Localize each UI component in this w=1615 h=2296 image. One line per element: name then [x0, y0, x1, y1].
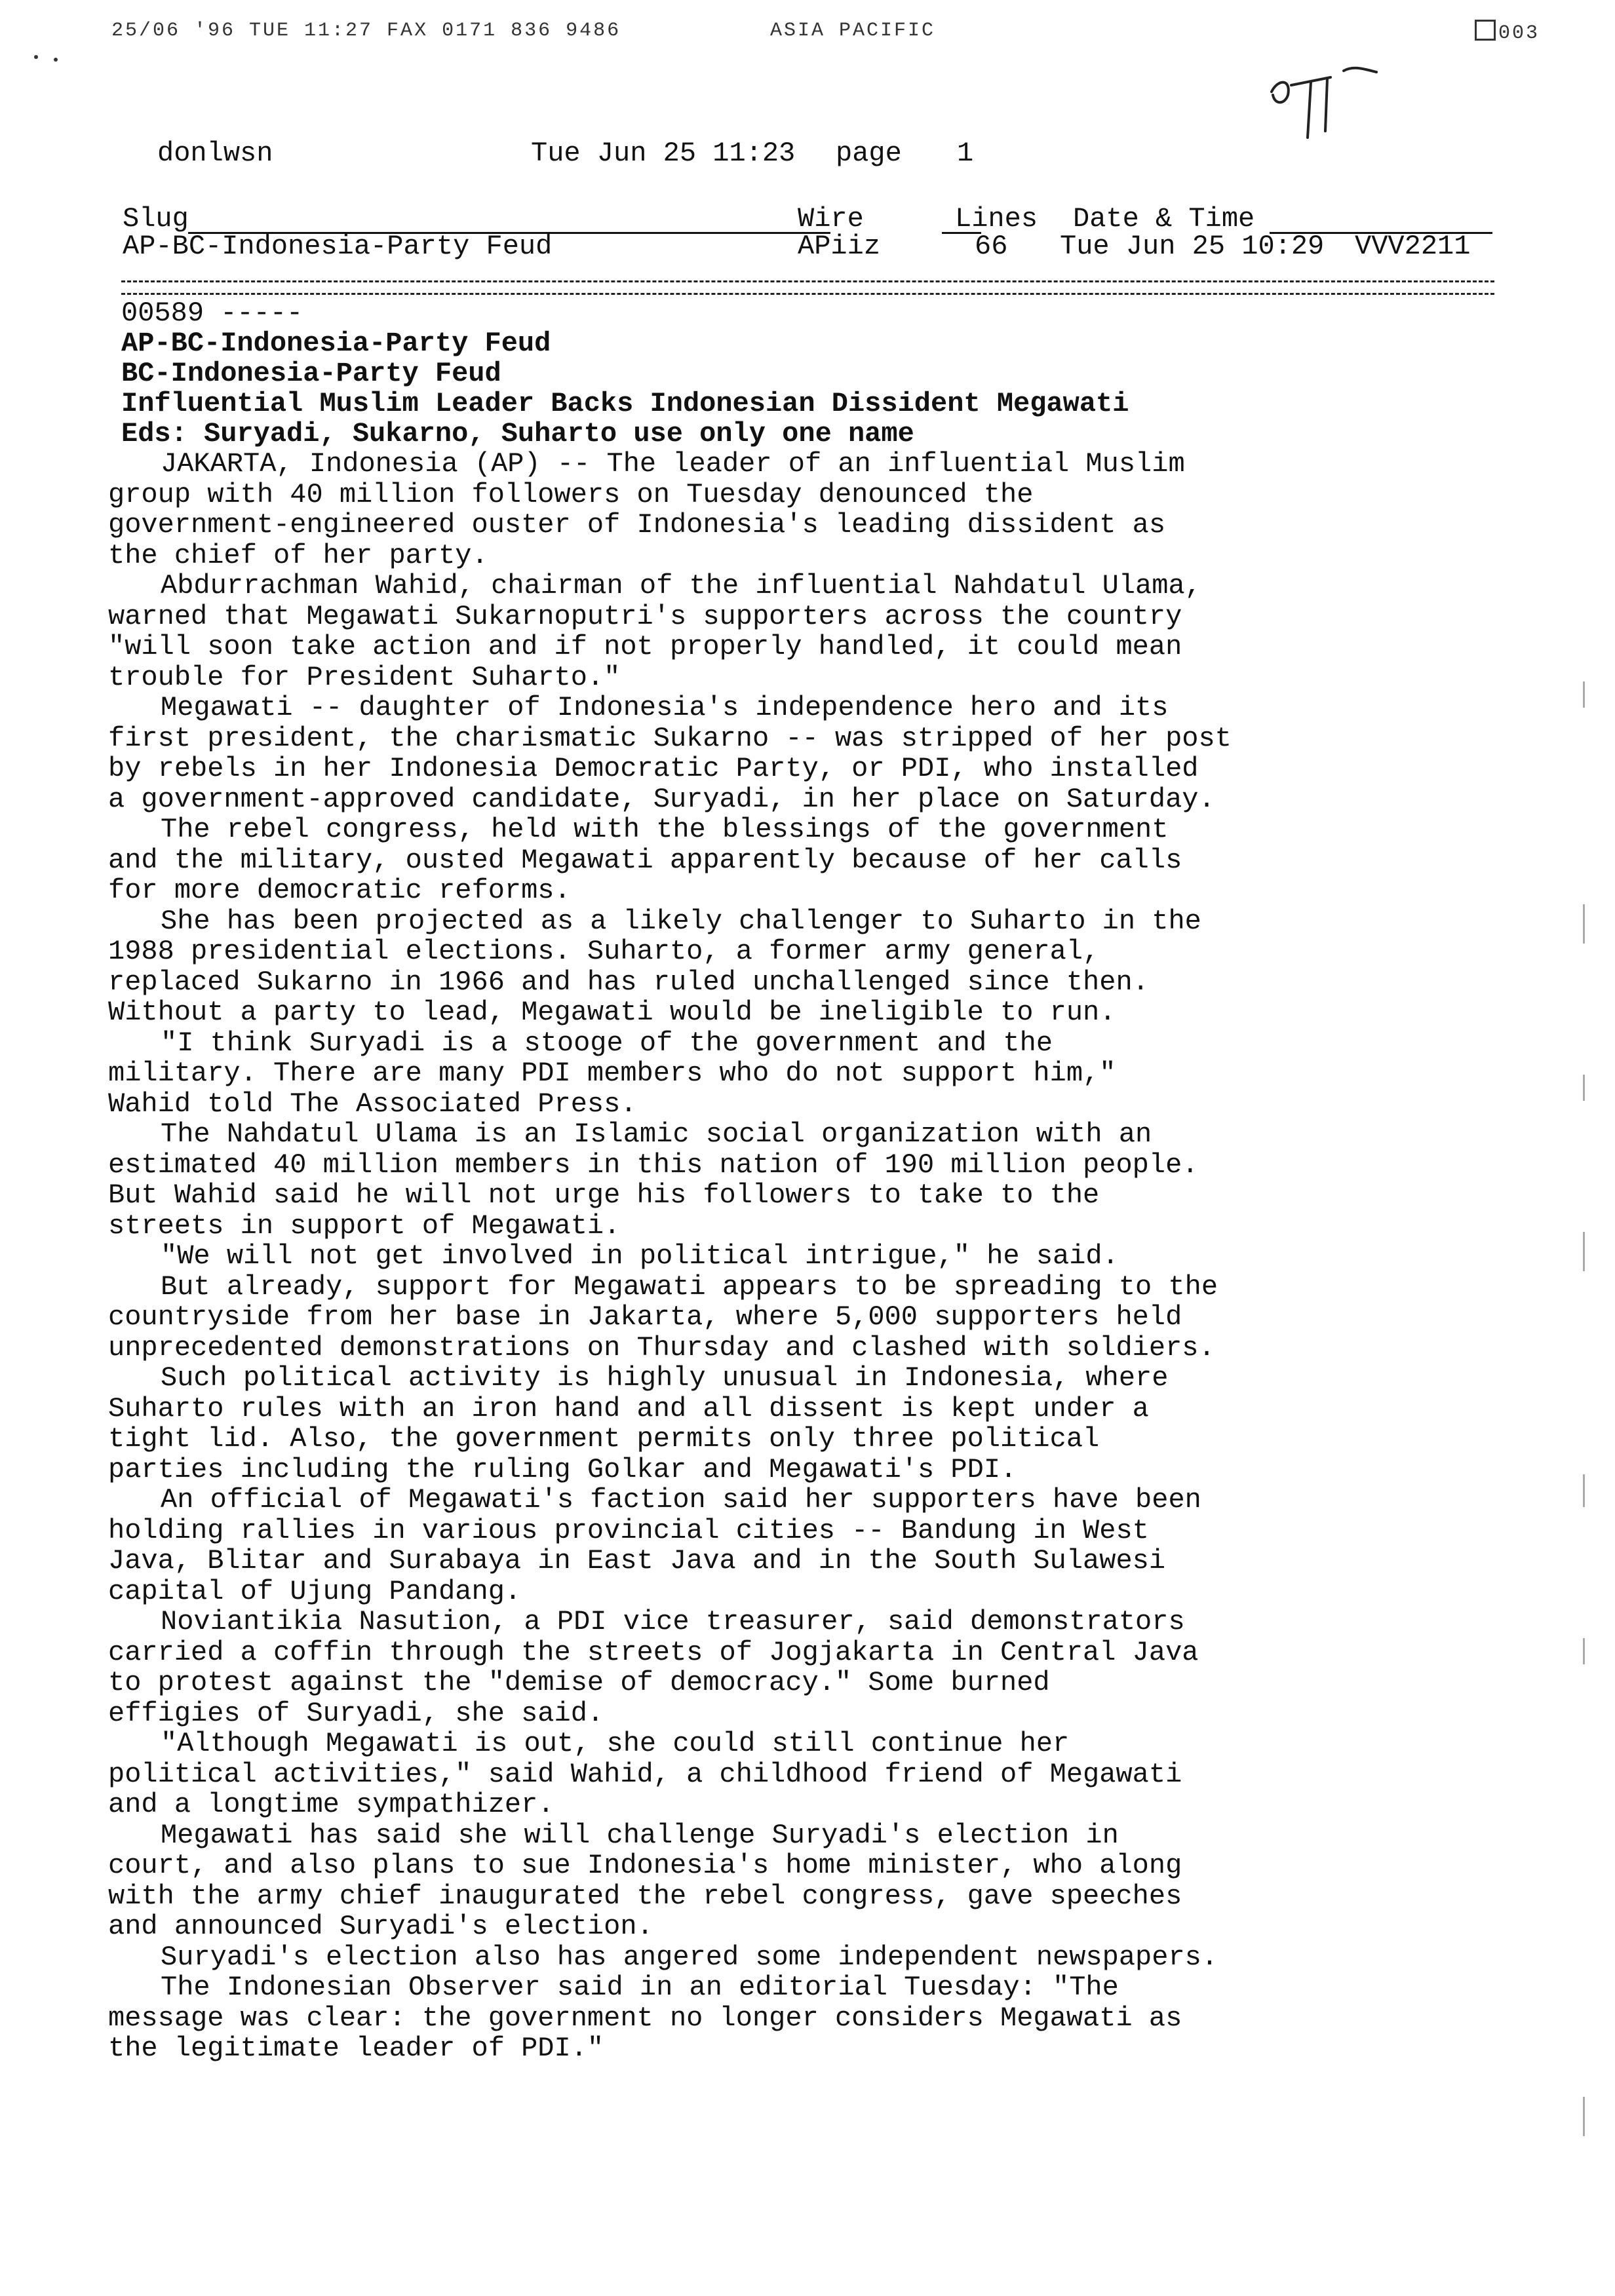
- headline: Influential Muslim Leader Backs Indonesian Dissident Megawati: [121, 388, 1129, 419]
- scan-mark: [1583, 1638, 1585, 1664]
- scan-mark: [1583, 1232, 1585, 1271]
- wire-value: APiiz: [798, 231, 881, 262]
- wire-page-number: 1: [957, 138, 974, 169]
- fax-page-box-icon: [1475, 20, 1496, 41]
- story-id: 00589 -----: [121, 297, 303, 329]
- story-code: VVV2211: [1355, 231, 1471, 262]
- article-paragraph: She has been projected as a likely challenger to Suharto in the 1988 presidential elections. Suharto, a former army general, replaced Sukarno in 1966 and has ruled unchallenged since then. Without a party to lead, Megawati would be ineligible to run.: [108, 905, 1201, 1028]
- date-time-value: Tue Jun 25 10:29: [1060, 231, 1325, 262]
- article: [108, 298, 1517, 2064]
- article-paragraph: Abdurrachman Wahid, chairman of the influential Nahdatul Ulama, warned that Megawati Sukarnoputri's supporters across the country "will soon take action and if not properly handled, it could mean trouble for President Suharto.": [108, 570, 1201, 693]
- article-paragraph: But already, support for Megawati appears to be spreading to the countryside from her base in Jakarta, where 5,000 supporters held unprecedented demonstrations on Thursday and clashed with soldiers.: [108, 1271, 1218, 1364]
- article-paragraph: Noviantikia Nasution, a PDI vice treasurer, said demonstrators carried a coffin through the streets of Jogjakarta in Central Java to protest against the "demise of democracy." Some burned effigies of Suryadi, she said.: [108, 1606, 1199, 1729]
- fax-header: [111, 20, 1553, 52]
- slug-label: Slug: [123, 203, 189, 235]
- slug-values: [123, 231, 1499, 263]
- scan-mark: [1583, 2097, 1585, 2136]
- article-paragraph: The Nahdatul Ulama is an Islamic social organization with an estimated 40 million members in this nation of 190 million people. But Wahid said he will not urge his followers to take to the streets in support of Megawati.: [108, 1119, 1199, 1242]
- wire-source: donlwsn: [157, 138, 273, 169]
- article-paragraph: Megawati -- daughter of Indonesia's independence hero and its first president, the charismatic Sukarno -- was stripped of her post by rebels in her Indonesia Democratic Party, or PDI, who installed a government-approved candidate, Suryadi, in her place on Saturday.: [108, 692, 1232, 815]
- slug-value: AP-BC-Indonesia-Party Feud: [123, 231, 553, 262]
- lines-value: 66: [975, 231, 1008, 262]
- article-paragraph: "We will not get involved in political intrigue," he said.: [161, 1240, 1119, 1272]
- article-paragraph: The Indonesian Observer said in an editorial Tuesday: "The message was clear: the government no longer considers Megawati as the legitimate leader of PDI.": [108, 1972, 1182, 2064]
- article-body: [108, 449, 1517, 2064]
- scan-mark: [1583, 681, 1585, 708]
- fax-sender: ASIA PACIFIC: [770, 20, 936, 42]
- margin-dots: [34, 54, 60, 59]
- article-paragraph: An official of Megawati's faction said her supporters have been holding rallies in various provincial cities -- Bandung in West Java, Blitar and Surabaya in East Java and in the South Sulawesi capital of Ujung Pandang.: [108, 1484, 1201, 1607]
- article-paragraph: JAKARTA, Indonesia (AP) -- The leader of an influential Muslim group with 40 million followers on Tuesday denounced the government-engineered ouster of Indonesia's leading dissident as the chief of her party.: [108, 448, 1185, 571]
- slug-line-1: AP-BC-Indonesia-Party Feud: [121, 328, 551, 359]
- article-paragraph: The rebel congress, held with the blessings of the government and the military, ousted Megawati apparently because of her calls for more democratic reforms.: [108, 814, 1182, 906]
- fax-page-number-text: 003: [1498, 22, 1540, 45]
- lines-label: Lines: [955, 203, 1038, 235]
- scan-mark: [1583, 1474, 1585, 1507]
- article-paragraph: Such political activity is highly unusual in Indonesia, where Suharto rules with an iron hand and all dissent is kept under a tight lid. Also, the government permits only three political parties including the ruling Golkar and Megawati's PDI.: [108, 1362, 1169, 1485]
- article-paragraph: Megawati has said she will challenge Suryadi's election in court, and also plans to sue Indonesia's home minister, who along with the army chief inaugurated the rebel congress, gave speeches and announced Suryadi's election.: [108, 1819, 1182, 1942]
- editors-note: Eds: Suryadi, Sukarno, Suharto use only one name: [121, 418, 914, 450]
- article-paragraph: Suryadi's election also has angered some independent newspapers.: [161, 1941, 1218, 1973]
- scan-mark: [1583, 1075, 1585, 1101]
- article-paragraph: "I think Suryadi is a stooge of the government and the military. There are many PDI members who do not support him," Wahid told The Associated Press.: [108, 1027, 1116, 1120]
- fax-datetime: 25/06 '96 TUE 11:27 FAX 0171 836 9486: [111, 20, 621, 42]
- wire-datetime: Tue Jun 25 11:23: [531, 138, 796, 169]
- header-rule: [121, 280, 1494, 295]
- wire-page-label: page: [836, 138, 902, 169]
- scan-mark: [1583, 904, 1585, 944]
- slug-line-2: BC-Indonesia-Party Feud: [121, 358, 501, 389]
- wire-label: Wire: [798, 203, 864, 235]
- handwritten-mark: [1265, 66, 1390, 144]
- date-time-label: Date & Time: [1073, 203, 1255, 235]
- fax-page-number: [1475, 20, 1540, 45]
- article-paragraph: "Although Megawati is out, she could still continue her political activities," said Wahid, a childhood friend of Megawati and a longtime sympathizer.: [108, 1728, 1182, 1820]
